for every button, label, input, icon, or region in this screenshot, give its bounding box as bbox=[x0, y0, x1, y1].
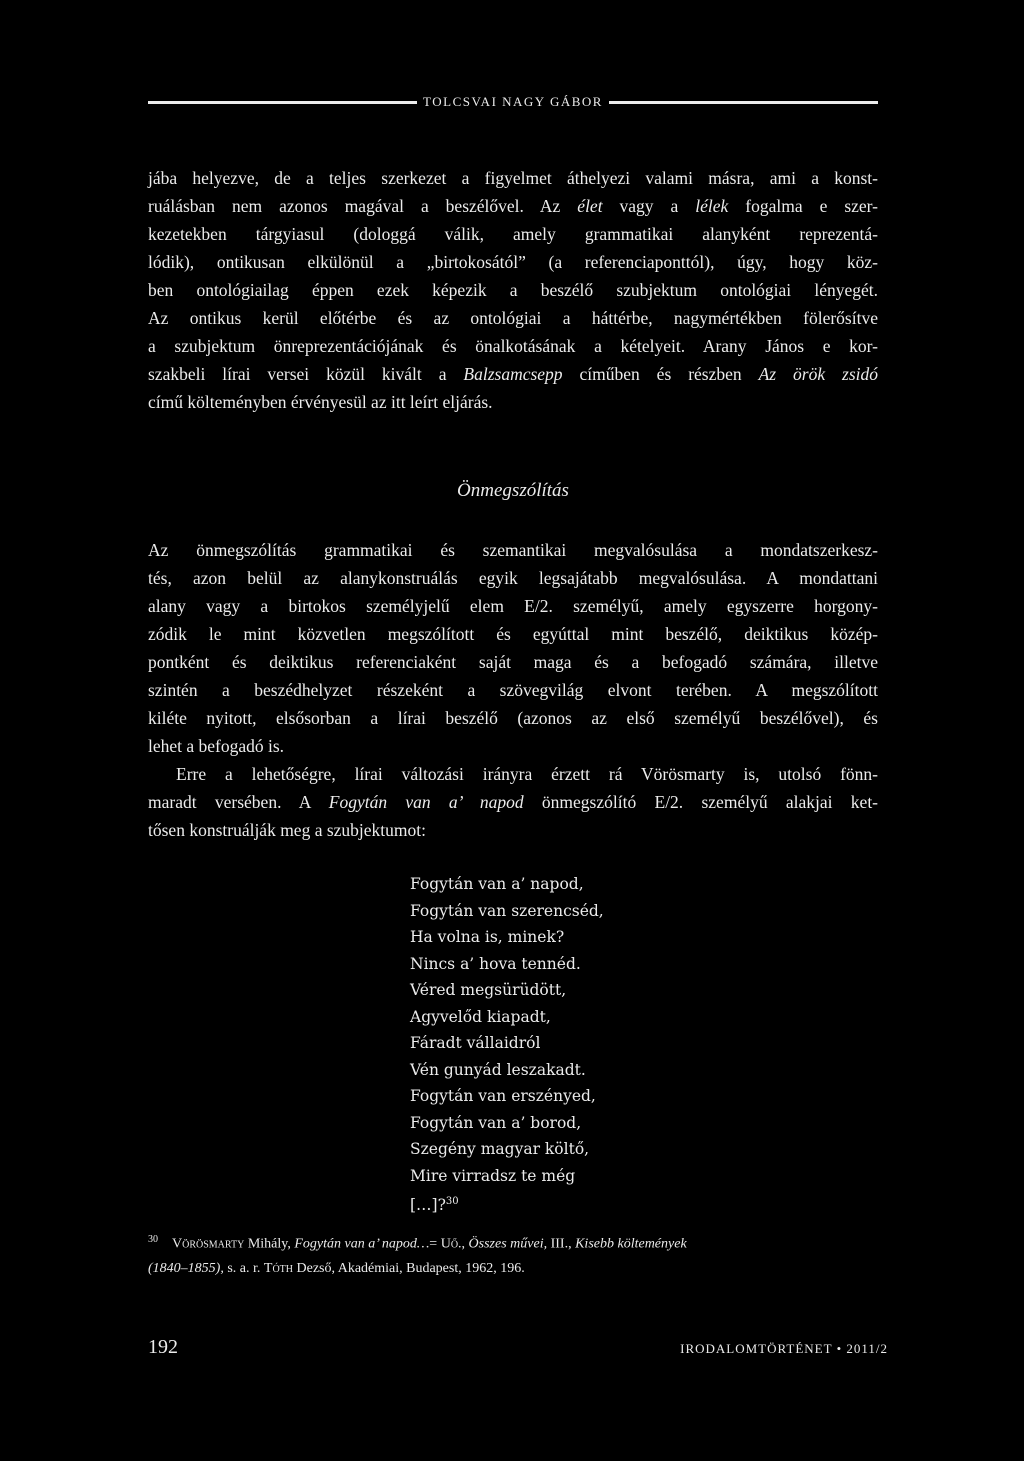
body-paragraph bbox=[148, 536, 878, 760]
poem-line: Agyvelőd kiapadt, bbox=[410, 1007, 551, 1026]
poem-line: Fáradt vállaidról bbox=[410, 1034, 541, 1052]
text-line: maradt versében. A Fogytán van a’ napod önmegszólító E/2. személyű alakjai ket- bbox=[148, 792, 879, 812]
text-line: jába helyezve, de a teljes szerkezet a figyelmet áthelyezi valami másra, ami a konst- bbox=[148, 168, 878, 188]
footnote-line: $^{30}$ Vörösmarty Mihály, Fogytán van a’ napod…= Uő., Összes művei, III., Kisebb költemények bbox=[148, 1234, 687, 1252]
text-line: pontként és deiktikus referenciaként saját maga és a befogadó számára, illetve bbox=[148, 652, 878, 672]
text-line: ben ontológiailag éppen ezek képezik a beszélő szubjektum ontológiai lényegét. bbox=[148, 280, 878, 300]
poem-line: […]?$^{30}$ bbox=[410, 1196, 459, 1215]
text-line: szakbeli lírai versei közül kivált a Balzsamcsepp címűben és részben Az örök zsidó bbox=[148, 364, 879, 384]
poem-line: Nincs a’ hova tennéd. bbox=[410, 954, 581, 973]
poem-line: Fogytán van szerencséd, bbox=[410, 901, 604, 920]
text-line: Az önmegszólítás grammatikai és szemantikai megvalósulása a mondatszerkesz- bbox=[148, 540, 878, 560]
running-header bbox=[148, 90, 878, 114]
poem-line: Mire virradsz te még bbox=[410, 1166, 576, 1185]
text-line: Az ontikus kerül előtérbe és az ontológiai a háttérbe, nagymértékben fölerősítve bbox=[148, 308, 878, 328]
header-author: TOLCSVAI NAGY GÁBOR bbox=[423, 94, 603, 109]
header-rule-left bbox=[148, 101, 417, 104]
footnote-ref[interactable]: 30 bbox=[445, 1196, 459, 1207]
text-line: ruálásban nem azonos magával a beszélővel. Az élet vagy a lélek fogalma e szer- bbox=[148, 196, 878, 216]
page-footer bbox=[148, 1336, 888, 1359]
poem-quote bbox=[410, 871, 604, 1219]
text-line: lódik), ontikusan elkülönül a „birtokosától” (a referenciaponttól), úgy, hogy köz- bbox=[148, 252, 878, 272]
body-paragraph-2 bbox=[148, 760, 878, 844]
header-rule-right bbox=[609, 101, 878, 104]
text-line: tősen konstruálják meg a szubjektumot: bbox=[148, 820, 427, 840]
poem-line: Véred megsürüdött, bbox=[410, 981, 567, 999]
poem-line: Ha volna is, minek? bbox=[410, 928, 565, 946]
text-line: kezetekben tárgyiasul (dologgá válik, amely grammatikai alanyként reprezentá- bbox=[148, 224, 878, 244]
poem-line: Fogytán van a’ napod, bbox=[410, 875, 584, 893]
text-line: lehet a befogadó is. bbox=[148, 736, 285, 756]
poem-line: Fogytán van erszényed, bbox=[410, 1087, 596, 1105]
text-line: kiléte nyitott, elsősorban a lírai beszélő (azonos az első személyű beszélővel), és bbox=[148, 708, 878, 728]
page-number: 192 bbox=[148, 1336, 178, 1358]
section-title: Önmegszólítás bbox=[457, 480, 569, 501]
text-line: alany vagy a birtokos személyjelű elem E/2. személyű, amely egyszerre horgony- bbox=[148, 596, 878, 616]
intro-paragraph bbox=[148, 164, 878, 416]
text-line: tés, azon belül az alanykonstruálás egyik legsajátabb megvalósulása. A mondattani bbox=[148, 568, 878, 588]
footnote bbox=[148, 1228, 888, 1281]
footnote-line: (1840–1855), s. a. r. Tóth Dezső, Akadémiai, Budapest, 1962, 196. bbox=[148, 1260, 525, 1276]
poem-line: Fogytán van a’ borod, bbox=[410, 1113, 582, 1132]
text-line: Erre a lehetőségre, lírai változási irányra érzett rá Vörösmarty is, utolsó fönn- bbox=[176, 764, 878, 784]
text-line: zódik le mint közvetlen megszólított és egyúttal mint beszélő, deiktikus közép- bbox=[148, 624, 878, 644]
poem-line: Szegény magyar költő, bbox=[410, 1140, 590, 1158]
poem-line: Vén gunyád leszakadt. bbox=[410, 1060, 586, 1079]
footnote-number: 30 bbox=[148, 1234, 158, 1245]
text-line: a szubjektum önreprezentációjának és önalkotásának a kételyeit. Arany János e kor- bbox=[148, 336, 878, 356]
text-line: szintén a beszédhelyzet részeként a szövegvilág elvont terében. A megszólított bbox=[148, 680, 878, 700]
journal-name: IRODALOMTÖRTÉNET • 2011/2 bbox=[680, 1341, 888, 1356]
text-line: című költeményben érvényesül az itt leírt eljárás. bbox=[148, 392, 493, 412]
